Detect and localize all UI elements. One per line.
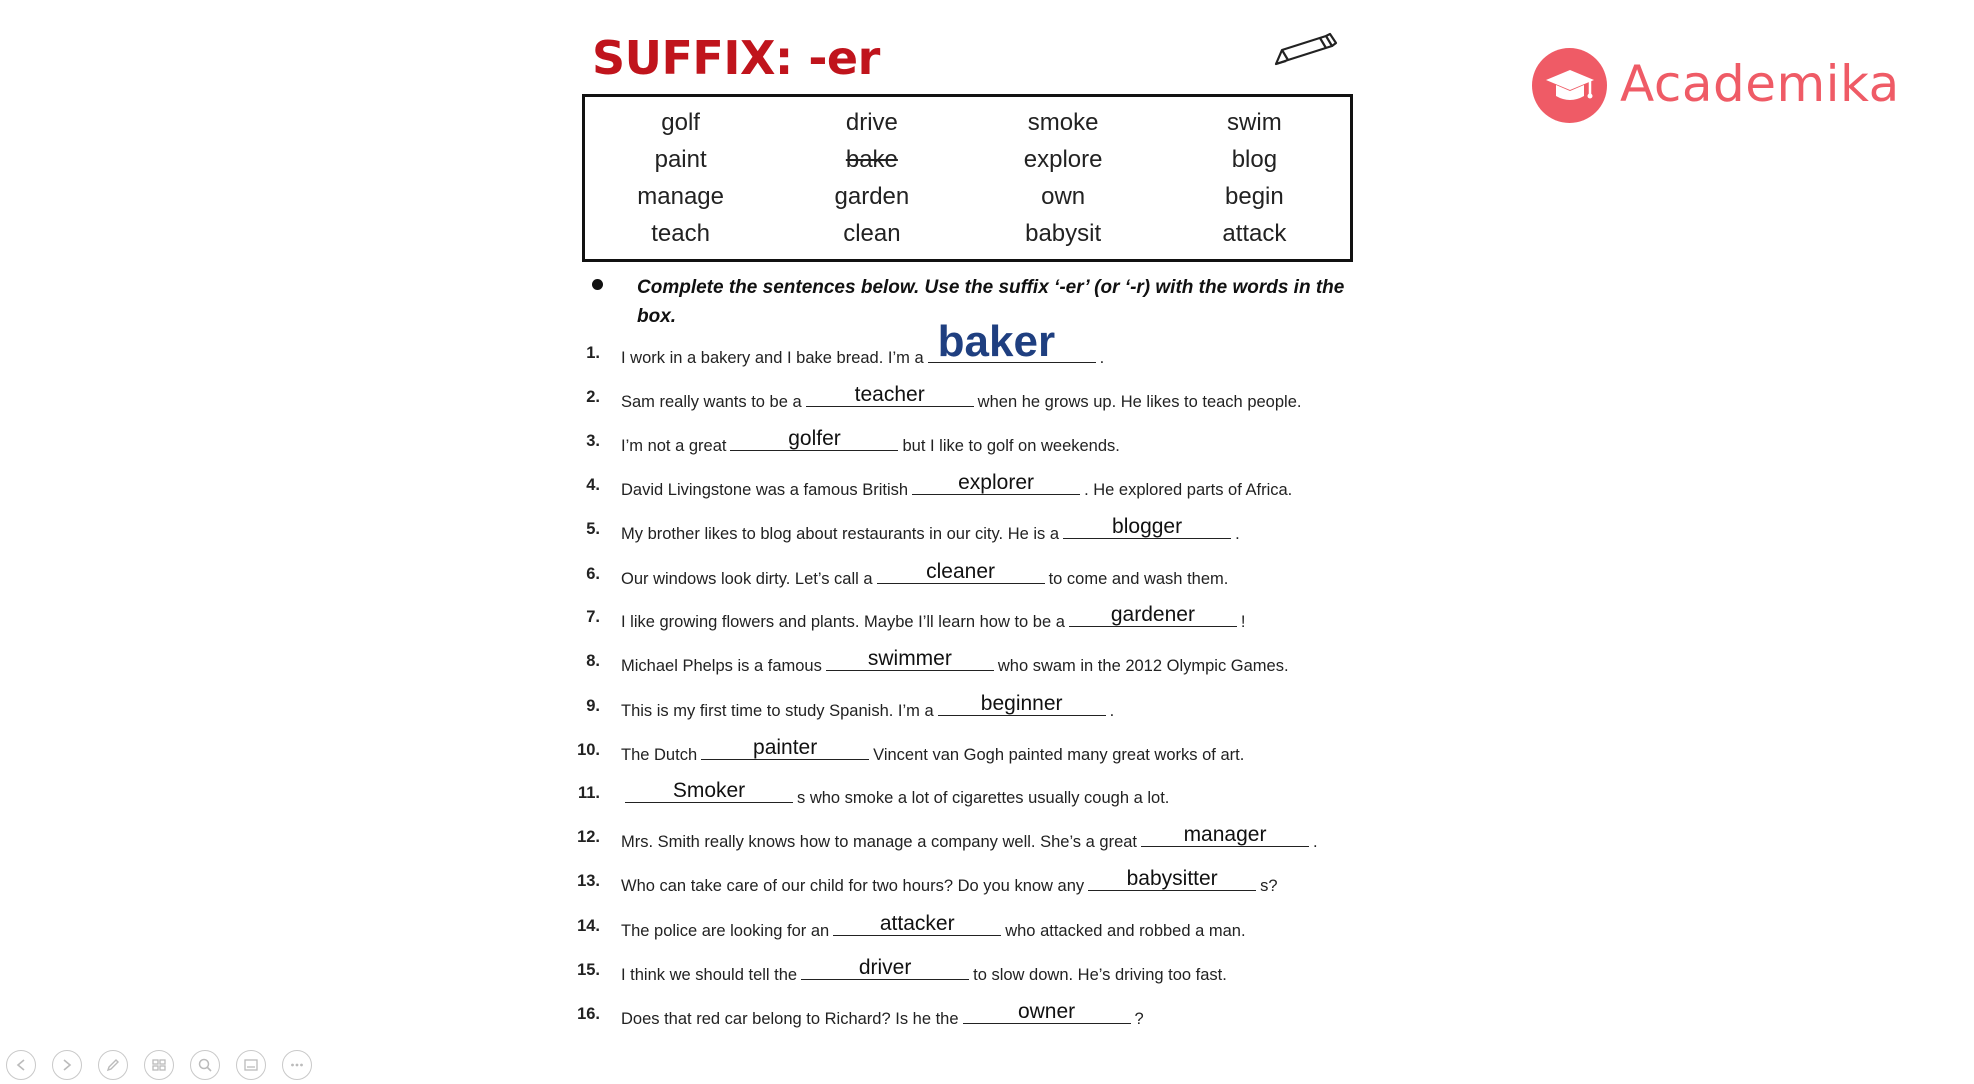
answer-blank[interactable] [1063,515,1231,539]
sentence-after: s who smoke a lot of cigarettes usually cough a lot. [797,789,1170,807]
sentence-number: 4. [586,476,600,494]
answer-blank[interactable] [801,956,969,980]
sentence-text [621,692,1115,721]
sentence-before: Who can take care of our child for two hours? Do you know any [621,877,1085,895]
word-box-word: paint [654,146,707,173]
sentence-after: . [1235,525,1240,543]
more-options-icon [289,1057,305,1073]
sentence-number: 1. [586,344,600,362]
word-box-word: clean [843,220,901,247]
sentence-after: when he grows up. He likes to teach people. [977,393,1302,411]
previous-slide-icon [13,1057,29,1073]
answer-text: blogger [1112,515,1183,538]
sentence-item [570,854,1360,894]
subtitles-icon [243,1057,259,1073]
worksheet-title: SUFFIX: -er [592,31,880,85]
sentence-before: The Dutch [621,746,698,764]
instruction-text: Complete the sentences below. Use the suffix ‘-er’ (or ‘-r) with the words in the box. [637,277,1345,327]
next-slide-button[interactable] [52,1050,82,1080]
answer-blank[interactable] [826,647,994,671]
word-box [582,94,1353,262]
sentence-after: who attacked and robbed a man. [1005,922,1246,940]
sentence-before: Our windows look dirty. Let’s call a [621,570,873,588]
answer-blank[interactable] [938,692,1106,716]
sentence-text [621,912,1246,941]
sentence-item [570,547,1360,587]
sentence-number: 7. [586,608,600,626]
sentence-before: I’m not a great [621,437,727,455]
answer-blank[interactable] [912,471,1080,495]
sentence-item [570,987,1360,1027]
subtitles-button[interactable] [236,1050,266,1080]
sentence-before: I like growing flowers and plants. Maybe I’ll learn how to be a [621,613,1065,631]
previous-slide-button[interactable] [6,1050,36,1080]
word-box-word: attack [1222,220,1287,247]
sentence-before: Mrs. Smith really knows how to manage a company well. She’s a great [621,833,1138,851]
word-box-word: blog [1231,146,1278,173]
sentence-item [570,370,1360,410]
sentence-item [570,317,1360,367]
answer-text: painter [753,736,818,759]
sentence-after: . He explored parts of Africa. [1084,481,1293,499]
answer-text: owner [1017,1000,1076,1023]
sentence-number: 8. [586,652,600,670]
pen-button[interactable] [98,1050,128,1080]
sentence-before: My brother likes to blog about restaurants in our city. He is a [621,525,1060,543]
sentence-before: I think we should tell the [621,966,798,984]
word-box-word: swim [1227,109,1282,136]
slides-grid-icon [151,1057,167,1073]
logo-text: Academika [1620,55,1900,113]
sentence-item [570,502,1360,542]
answer-text: cleaner [926,560,996,583]
word-box-word: drive [845,109,898,136]
sentence-number: 16. [577,1005,600,1023]
answer-blank[interactable] [928,317,1096,366]
word-box-word: garden [834,183,910,210]
sentence-number: 13. [577,872,600,890]
sentence-before: David Livingstone was a famous British [621,481,909,499]
sentence-item [570,590,1360,630]
zoom-icon [197,1057,213,1073]
sentence-text [621,317,1105,368]
sentence-after: Vincent van Gogh painted many great works of art. [873,746,1245,764]
bullet-icon [592,279,603,290]
sentence-item [570,899,1360,939]
sentence-text [621,956,1227,985]
sentence-before: Does that red car belong to Richard? Is he the [621,1010,959,1028]
sentence-item [570,414,1360,454]
answer-text: driver [858,956,912,979]
sentence-number: 5. [586,520,600,538]
slides-grid-button[interactable] [144,1050,174,1080]
pencil-icon [1270,30,1338,70]
word-box-word: golf [661,109,700,136]
sentence-item [570,943,1360,983]
answer-text: gardener [1110,603,1195,626]
word-box-word: smoke [1027,109,1099,136]
sentence-after: ! [1240,613,1246,631]
academika-logo [1532,48,1900,126]
sentence-number: 14. [577,917,600,935]
sentence-item [570,723,1360,763]
answer-text: attacker [879,912,955,935]
sentence-text [621,736,1245,765]
sentence-after: to come and wash them. [1048,570,1229,588]
word-box-word: bake [845,146,898,173]
sentence-text [621,515,1240,544]
answer-text: Smoker [672,779,746,802]
answer-text: teacher [854,383,925,406]
worksheet [570,28,1370,1048]
pen-icon [105,1057,121,1073]
answer-text: beginner [980,692,1063,715]
sentence-text [621,603,1246,632]
answer-blank[interactable] [625,779,793,803]
sentence-number: 11. [577,784,600,802]
sentence-text [621,427,1120,456]
graduation-cap-icon [1532,48,1607,123]
sentence-number: 12. [577,828,600,846]
sentence-after: . [1109,702,1115,720]
word-box-word: babysit [1025,220,1102,247]
sentence-number: 2. [586,388,600,406]
sentence-after: . [1099,349,1105,367]
sentence-item [570,679,1360,719]
answer-text: explorer [958,471,1034,494]
sentence-text [621,383,1302,412]
sentence-number: 6. [586,565,600,583]
answer-blank[interactable] [806,383,974,407]
sentence-after: who swam in the 2012 Olympic Games. [997,657,1289,675]
answer-text: swimmer [867,647,952,670]
sentence-text [621,867,1278,896]
sentence-after: but I like to golf on weekends. [902,437,1120,455]
zoom-button[interactable] [190,1050,220,1080]
word-box-word: own [1041,183,1086,210]
sentence-text [621,823,1318,852]
answer-blank[interactable] [963,1000,1131,1024]
answer-text: baker [937,317,1056,366]
next-slide-icon [59,1057,75,1073]
sentence-item [570,766,1360,806]
sentence-text [621,779,1170,808]
answer-blank[interactable] [701,736,869,760]
word-box-word: manage [637,183,724,210]
answer-blank[interactable] [877,560,1045,584]
sentence-text [621,560,1229,589]
sentence-number: 15. [577,961,600,979]
answer-text: babysitter [1126,867,1218,890]
sentence-after: . [1313,833,1318,851]
sentence-number: 9. [586,697,600,715]
sentence-before: The police are looking for an [621,922,830,940]
sentence-before: Sam really wants to be a [621,393,802,411]
word-box-word: begin [1225,183,1284,210]
sentence-item [570,458,1360,498]
sentence-before: Michael Phelps is a famous [621,657,822,675]
answer-blank[interactable] [730,427,898,451]
answer-blank[interactable] [1141,823,1309,847]
answer-text: manager [1183,823,1267,846]
sentence-after: s? [1260,877,1278,895]
answer-blank[interactable] [1088,867,1256,891]
word-box-word: explore [1023,146,1103,173]
sentence-before: This is my first time to study Spanish. I’m a [621,702,934,720]
sentence-text [621,1000,1144,1029]
sentence-item [570,810,1360,850]
sentence-number: 10. [577,741,600,759]
sentence-after: ? [1134,1010,1144,1028]
answer-blank[interactable] [1069,603,1237,627]
sentence-item [570,634,1360,674]
sentence-before: I work in a bakery and I bake bread. I’m a [621,349,924,367]
sentence-number: 3. [586,432,600,450]
word-box-word: teach [651,220,710,247]
sentence-text [621,647,1289,676]
more-options-button[interactable] [282,1050,312,1080]
sentence-after: to slow down. He’s driving too fast. [973,966,1227,984]
answer-blank[interactable] [833,912,1001,936]
answer-text: golfer [788,427,841,450]
sentence-text [621,471,1293,500]
